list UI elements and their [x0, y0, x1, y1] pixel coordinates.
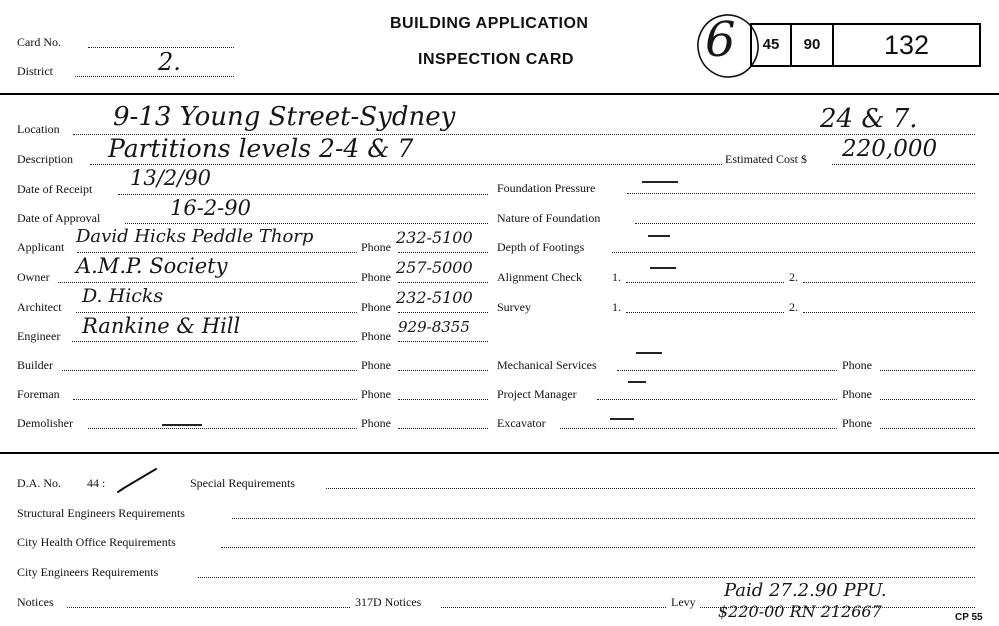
- mechanical-services-label: Mechanical Services: [497, 358, 597, 372]
- depth-footings-field[interactable]: [612, 252, 975, 253]
- architect-value: D. Hicks: [82, 285, 164, 307]
- depth-footings-dash: [648, 235, 670, 237]
- project-manager-dash: [628, 381, 646, 383]
- description-value: Partitions levels 2-4 & 7: [108, 134, 414, 163]
- alignment-check-dash: [650, 267, 676, 269]
- levy-receipt: $220-00 RN 212667: [718, 602, 882, 621]
- alignment-check-num2: 2.: [789, 270, 798, 284]
- da-no-label: D.A. No.: [17, 476, 61, 490]
- applicant-phone-label: Phone: [361, 240, 391, 254]
- structural-req-field[interactable]: [232, 518, 975, 519]
- health-req-label: City Health Office Requirements: [17, 535, 176, 549]
- location-extra: 24 & 7.: [820, 104, 918, 134]
- structural-req-label: Structural Engineers Requirements: [17, 506, 185, 520]
- applicant-label: Applicant: [17, 240, 65, 254]
- engineer-label: Engineer: [17, 329, 61, 343]
- date-receipt-label: Date of Receipt: [17, 182, 93, 196]
- owner-phone: 257-5000: [396, 258, 473, 277]
- location-label: Location: [17, 122, 60, 136]
- architect-field[interactable]: [76, 312, 357, 313]
- foreman-phone-label: Phone: [361, 387, 391, 401]
- foreman-field[interactable]: [73, 399, 357, 400]
- alignment-check-field-1[interactable]: [626, 282, 784, 283]
- builder-phone-label: Phone: [361, 358, 391, 372]
- mechanical-phone-label: Phone: [842, 358, 872, 372]
- header-rule: [0, 93, 999, 95]
- builder-label: Builder: [17, 358, 53, 372]
- excavator-phone-label: Phone: [842, 416, 872, 430]
- project-manager-phone-label: Phone: [842, 387, 872, 401]
- excavator-dash: [610, 418, 634, 420]
- survey-num2: 2.: [789, 300, 798, 314]
- project-manager-label: Project Manager: [497, 387, 577, 401]
- date-approval-field[interactable]: [125, 223, 488, 224]
- excavator-label: Excavator: [497, 416, 546, 430]
- foundation-pressure-dash: [642, 181, 678, 183]
- mechanical-services-dash: [636, 352, 662, 354]
- owner-label: Owner: [17, 270, 50, 284]
- mechanical-services-field[interactable]: [617, 370, 837, 371]
- foundation-pressure-field[interactable]: [627, 193, 975, 194]
- depth-footings-label: Depth of Footings: [497, 240, 585, 254]
- title-line2: INSPECTION CARD: [418, 51, 574, 68]
- engineer-value: Rankine & Hill: [82, 314, 241, 338]
- levy-label: Levy: [671, 595, 696, 609]
- card-no-label: Card No.: [17, 35, 61, 49]
- box-90: 90: [792, 25, 834, 65]
- box-45: 45: [752, 25, 792, 65]
- foreman-phone-field[interactable]: [398, 399, 488, 400]
- district-value: 2.: [158, 48, 181, 76]
- project-manager-phone-field[interactable]: [880, 399, 975, 400]
- demolisher-label: Demolisher: [17, 416, 73, 430]
- alignment-check-field-2[interactable]: [803, 282, 975, 283]
- engineers-req-field[interactable]: [198, 577, 975, 578]
- engineers-req-label: City Engineers Requirements: [17, 565, 159, 579]
- levy-value: Paid 27.2.90 PPU.: [724, 580, 887, 601]
- architect-phone: 232-5100: [396, 288, 473, 307]
- foreman-label: Foreman: [17, 387, 60, 401]
- da-no-value: 44 :: [87, 476, 106, 490]
- district-field[interactable]: [75, 76, 234, 77]
- owner-phone-field[interactable]: [398, 282, 488, 283]
- da-no-checkmark: [114, 466, 160, 498]
- engineer-field[interactable]: [72, 341, 357, 342]
- estimated-cost-field[interactable]: [832, 164, 975, 165]
- excavator-field[interactable]: [560, 428, 837, 429]
- excavator-phone-field[interactable]: [880, 428, 975, 429]
- notices-label: Notices: [17, 595, 54, 609]
- applicant-field[interactable]: [77, 252, 357, 253]
- survey-label: Survey: [497, 300, 531, 314]
- date-receipt-value: 13/2/90: [130, 166, 211, 190]
- owner-phone-label: Phone: [361, 270, 391, 284]
- applicant-phone-field[interactable]: [398, 252, 488, 253]
- date-receipt-field[interactable]: [118, 194, 488, 195]
- owner-value: A.M.P. Society: [76, 254, 228, 278]
- demolisher-dash: [162, 424, 202, 426]
- date-approval-label: Date of Approval: [17, 211, 101, 225]
- applicant-value: David Hicks Peddle Thorp: [76, 226, 314, 247]
- foundation-pressure-label: Foundation Pressure: [497, 181, 596, 195]
- card-number-boxes: [750, 23, 981, 67]
- circled-number: 6: [705, 12, 736, 68]
- health-req-field[interactable]: [221, 547, 975, 548]
- description-field[interactable]: [90, 164, 722, 165]
- engineer-phone-field[interactable]: [398, 341, 488, 342]
- estimated-cost-value: 220,000: [842, 136, 938, 162]
- project-manager-field[interactable]: [597, 399, 837, 400]
- nature-foundation-label: Nature of Foundation: [497, 211, 601, 225]
- date-approval-value: 16-2-90: [170, 196, 251, 220]
- owner-field[interactable]: [58, 282, 357, 283]
- builder-field[interactable]: [62, 370, 357, 371]
- architect-label: Architect: [17, 300, 62, 314]
- box-132: 132: [883, 30, 930, 60]
- nature-foundation-field[interactable]: [635, 223, 975, 224]
- survey-field-2[interactable]: [803, 312, 975, 313]
- estimated-cost-label: Estimated Cost $: [725, 152, 807, 166]
- architect-phone-field[interactable]: [398, 312, 488, 313]
- notices-317d-label: 317D Notices: [355, 595, 422, 609]
- engineer-phone: 929-8355: [398, 318, 470, 336]
- demolisher-phone-field[interactable]: [398, 428, 488, 429]
- alignment-check-num1: 1.: [612, 270, 621, 284]
- title-line1: BUILDING APPLICATION: [390, 15, 589, 32]
- lower-rule: [0, 452, 999, 454]
- mechanical-phone-field[interactable]: [880, 370, 975, 371]
- architect-phone-label: Phone: [361, 300, 391, 314]
- survey-num1: 1.: [612, 300, 621, 314]
- builder-phone-field[interactable]: [398, 370, 488, 371]
- alignment-check-label: Alignment Check: [497, 270, 582, 284]
- demolisher-phone-label: Phone: [361, 416, 391, 430]
- form-code: CP 55: [955, 612, 983, 623]
- district-label: District: [17, 64, 53, 78]
- survey-field-1[interactable]: [626, 312, 784, 313]
- description-label: Description: [17, 152, 73, 166]
- notices-field[interactable]: [67, 607, 350, 608]
- notices-317d-field[interactable]: [441, 607, 666, 608]
- applicant-phone: 232-5100: [396, 228, 473, 247]
- engineer-phone-label: Phone: [361, 329, 391, 343]
- special-req-field[interactable]: [326, 488, 975, 489]
- special-req-label: Special Requirements: [190, 476, 295, 490]
- location-value: 9-13 Young Street-Sydney: [113, 102, 456, 132]
- demolisher-field[interactable]: [88, 428, 357, 429]
